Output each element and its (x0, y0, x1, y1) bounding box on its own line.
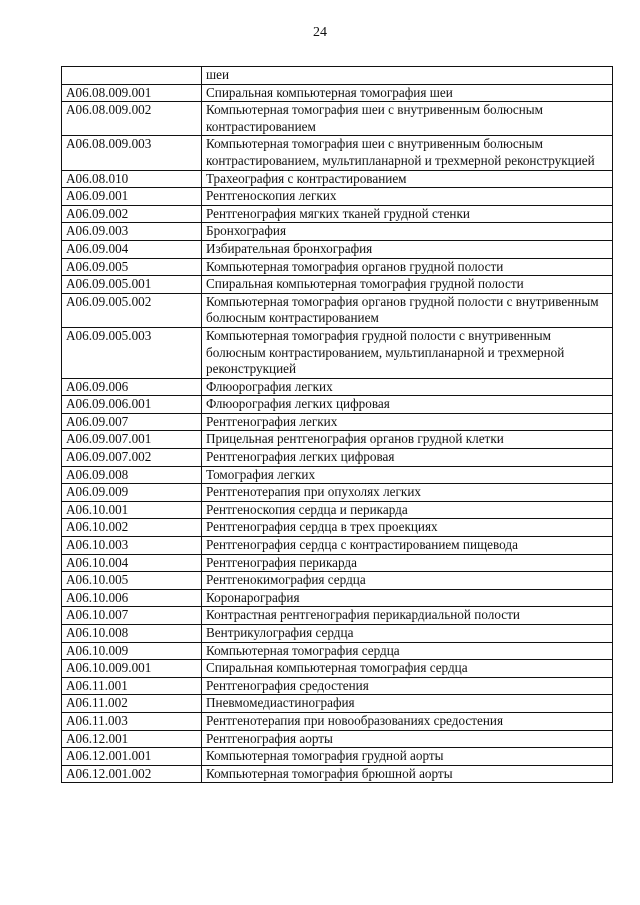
service-name-cell: Рентгенотерапия при новообразованиях средостения (202, 712, 613, 730)
service-code-cell: A06.10.007 (62, 607, 202, 625)
service-name-cell: Компьютерная томография сердца (202, 642, 613, 660)
service-name-cell: Флюорография легких цифровая (202, 396, 613, 414)
table-row (62, 748, 613, 766)
table-row (62, 67, 613, 85)
table-row (62, 431, 613, 449)
service-code-cell: A06.11.002 (62, 695, 202, 713)
table-row (62, 572, 613, 590)
service-code-cell: A06.09.006.001 (62, 396, 202, 414)
table-row (62, 501, 613, 519)
table-row (62, 276, 613, 294)
service-name-cell: шеи (202, 67, 613, 85)
service-name-cell: Избирательная бронхография (202, 240, 613, 258)
service-name-cell: Флюорография легких (202, 378, 613, 396)
service-name-cell: Прицельная рентгенография органов грудной клетки (202, 431, 613, 449)
table-row (62, 449, 613, 467)
table-row (62, 765, 613, 783)
service-name-cell: Рентгенография перикарда (202, 554, 613, 572)
service-name-cell: Рентгеноскопия сердца и перикарда (202, 501, 613, 519)
table-row (62, 327, 613, 378)
service-name-cell: Спиральная компьютерная томография шеи (202, 84, 613, 102)
service-code-cell: A06.08.009.002 (62, 102, 202, 136)
service-name-cell: Рентгенография сердца в трех проекциях (202, 519, 613, 537)
table-row (62, 712, 613, 730)
service-name-cell: Трахеография с контрастированием (202, 170, 613, 188)
table-row (62, 293, 613, 327)
service-code-cell (62, 67, 202, 85)
service-code-cell: A06.10.003 (62, 537, 202, 555)
table-row (62, 205, 613, 223)
service-code-cell: A06.09.003 (62, 223, 202, 241)
table-row (62, 223, 613, 241)
service-code-cell: A06.09.009 (62, 484, 202, 502)
service-code-cell: A06.10.002 (62, 519, 202, 537)
service-code-cell: A06.10.005 (62, 572, 202, 590)
service-code-cell: A06.12.001 (62, 730, 202, 748)
service-code-cell: A06.09.005.001 (62, 276, 202, 294)
service-code-cell: A06.09.007.001 (62, 431, 202, 449)
table-row (62, 396, 613, 414)
table-row (62, 730, 613, 748)
service-code-cell: A06.10.008 (62, 625, 202, 643)
table-row (62, 84, 613, 102)
service-code-cell: A06.11.001 (62, 677, 202, 695)
service-code-cell: A06.09.007.002 (62, 449, 202, 467)
service-code-cell: A06.12.001.002 (62, 765, 202, 783)
medical-codes-table (61, 66, 613, 783)
service-code-cell: A06.10.001 (62, 501, 202, 519)
service-name-cell: Компьютерная томография органов грудной полости с внутривенным болюсным контрастированием (202, 293, 613, 327)
service-name-cell: Компьютерная томография шеи с внутривенным болюсным контрастированием (202, 102, 613, 136)
table-row (62, 258, 613, 276)
service-name-cell: Рентгенография средостения (202, 677, 613, 695)
service-code-cell: A06.09.001 (62, 188, 202, 206)
service-name-cell: Бронхография (202, 223, 613, 241)
service-name-cell: Коронарография (202, 589, 613, 607)
table-body (62, 67, 613, 783)
service-name-cell: Компьютерная томография шеи с внутривенным болюсным контрастированием, мультипланарной и трехмерной реконструкцией (202, 136, 613, 170)
table-row (62, 589, 613, 607)
table-row (62, 625, 613, 643)
service-code-cell: A06.11.003 (62, 712, 202, 730)
service-name-cell: Рентгенография легких (202, 413, 613, 431)
service-code-cell: A06.10.009 (62, 642, 202, 660)
service-name-cell: Спиральная компьютерная томография сердца (202, 660, 613, 678)
table-row (62, 607, 613, 625)
table-row (62, 642, 613, 660)
service-name-cell: Вентрикулография сердца (202, 625, 613, 643)
service-name-cell: Рентгенография мягких тканей грудной стенки (202, 205, 613, 223)
service-name-cell: Компьютерная томография брюшной аорты (202, 765, 613, 783)
service-code-cell: A06.09.002 (62, 205, 202, 223)
service-code-cell: A06.09.005 (62, 258, 202, 276)
service-name-cell: Рентгенография аорты (202, 730, 613, 748)
service-code-cell: A06.10.009.001 (62, 660, 202, 678)
service-code-cell: A06.08.009.001 (62, 84, 202, 102)
service-code-cell: A06.12.001.001 (62, 748, 202, 766)
service-code-cell: A06.09.006 (62, 378, 202, 396)
service-name-cell: Пневмомедиастинография (202, 695, 613, 713)
table-row (62, 240, 613, 258)
service-name-cell: Компьютерная томография грудной аорты (202, 748, 613, 766)
service-code-cell: A06.09.008 (62, 466, 202, 484)
table-row (62, 484, 613, 502)
table-row (62, 378, 613, 396)
service-name-cell: Контрастная рентгенография перикардиальной полости (202, 607, 613, 625)
table-row (62, 660, 613, 678)
service-name-cell: Рентгенокимография сердца (202, 572, 613, 590)
service-code-cell: A06.10.004 (62, 554, 202, 572)
service-name-cell: Компьютерная томография органов грудной полости (202, 258, 613, 276)
table-row (62, 537, 613, 555)
service-name-cell: Компьютерная томография грудной полости с внутривенным болюсным контрастированием, мультипланарной и трехмерной реконструкцией (202, 327, 613, 378)
table-row (62, 554, 613, 572)
service-code-cell: A06.10.006 (62, 589, 202, 607)
service-code-cell: A06.09.004 (62, 240, 202, 258)
table-row (62, 677, 613, 695)
service-code-cell: A06.09.007 (62, 413, 202, 431)
service-name-cell: Рентгенотерапия при опухолях легких (202, 484, 613, 502)
service-name-cell: Томография легких (202, 466, 613, 484)
service-name-cell: Спиральная компьютерная томография грудной полости (202, 276, 613, 294)
service-code-cell: A06.09.005.002 (62, 293, 202, 327)
table-row (62, 136, 613, 170)
service-name-cell: Рентгенография сердца с контрастированием пищевода (202, 537, 613, 555)
page-number: 24 (313, 25, 327, 40)
service-name-cell: Рентгенография легких цифровая (202, 449, 613, 467)
service-code-cell: A06.08.009.003 (62, 136, 202, 170)
table-row (62, 695, 613, 713)
table-row (62, 413, 613, 431)
table-row (62, 102, 613, 136)
service-name-cell: Рентгеноскопия легких (202, 188, 613, 206)
table-row (62, 519, 613, 537)
table-row (62, 188, 613, 206)
table-row (62, 466, 613, 484)
table-row (62, 170, 613, 188)
service-code-cell: A06.08.010 (62, 170, 202, 188)
service-code-cell: A06.09.005.003 (62, 327, 202, 378)
